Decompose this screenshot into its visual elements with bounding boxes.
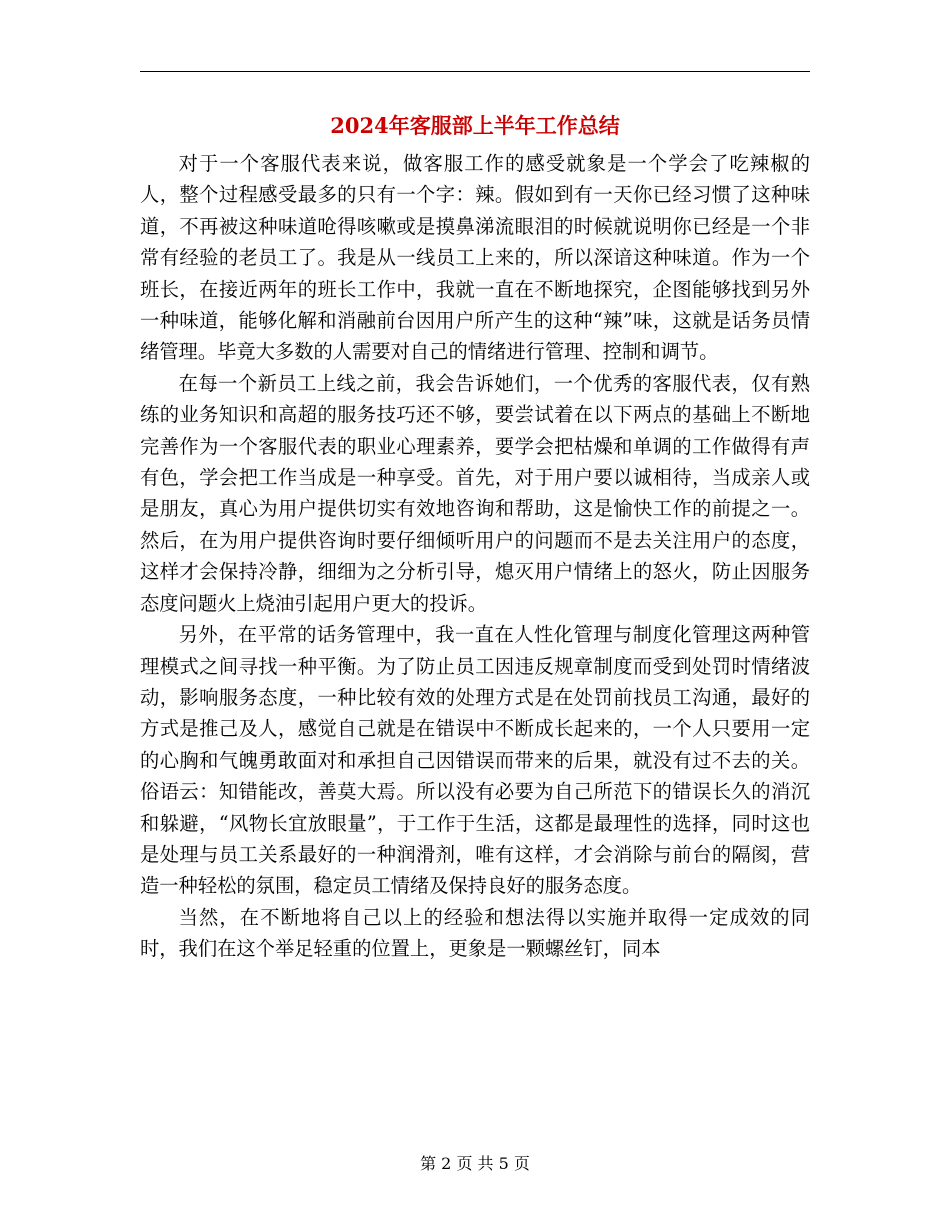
paragraph: 对于一个客服代表来说，做客服工作的感受就象是一个学会了吃辣椒的人，整个过程感受最多的只有一个字：辣。假如到有一天你已经习惯了这种味道，不再被这种味道呛得咳嗽或是摸鼻涕流眼泪的时候就说明你已经是一个非常有经验的老员工了。我是从一线员工上来的，所以深谙这种味道。作为一个班长，在接近两年的班长工作中，我就一直在不断地探究，企图能够找到另外一种味道，能够化解和消融前台因用户所产生的这种“辣”味，这就是话务员情绪管理。毕竟大多数的人需要对自己的情绪进行管理、控制和调节。 <box>140 152 810 364</box>
paragraph: 当然，在不断地将自己以上的经验和想法得以实施并取得一定成效的同时，我们在这个举足轻重的位置上，更象是一颗螺丝钉，同本 <box>140 905 810 961</box>
page-number-footer: 第 2 页 共 5 页 <box>420 1154 530 1173</box>
paragraph: 另外，在平常的话务管理中，我一直在人性化管理与制度化管理这两种管理模式之间寻找一种平衡。为了防止员工因违反规章制度而受到处罚时情绪波动，影响服务态度，一种比较有效的处理方式是在处罚前找员工沟通，最好的方式是推己及人，感觉自己就是在错误中不断成长起来的，一个人只要用一定的心胸和气魄勇敢面对和承担自己因错误而带来的后果，就没有过不去的关。俗语云：知错能改，善莫大焉。所以没有必要为自己所范下的错误长久的消沉和躲避，“风物长宜放眼量”，于工作于生活，这都是最理性的选择，同时这也是处理与员工关系最好的一种润滑剂，唯有这样，才会消除与前台的隔阂，营造一种轻松的氛围，稳定员工情绪及保持良好的服务态度。 <box>140 623 810 898</box>
paragraph: 在每一个新员工上线之前，我会告诉她们，一个优秀的客服代表，仅有熟练的业务知识和高超的服务技巧还不够，要尝试着在以下两点的基础上不断地完善作为一个客服代表的职业心理素养，要学会把枯燥和单调的工作做得有声有色，学会把工作当成是一种享受。首先，对于用户要以诚相待，当成亲人或是朋友，真心为用户提供切实有效地咨询和帮助，这是愉快工作的前提之一。然后，在为用户提供咨询时要仔细倾听用户的问题而不是去关注用户的态度，这样才会保持冷静，细细为之分析引导，熄灭用户情绪上的怒火，防止因服务态度问题火上烧油引起用户更大的投诉。 <box>140 371 810 615</box>
header-rule <box>140 71 810 72</box>
document-body <box>140 148 810 965</box>
document-title: 2024年客服部上半年工作总结 <box>330 113 620 138</box>
